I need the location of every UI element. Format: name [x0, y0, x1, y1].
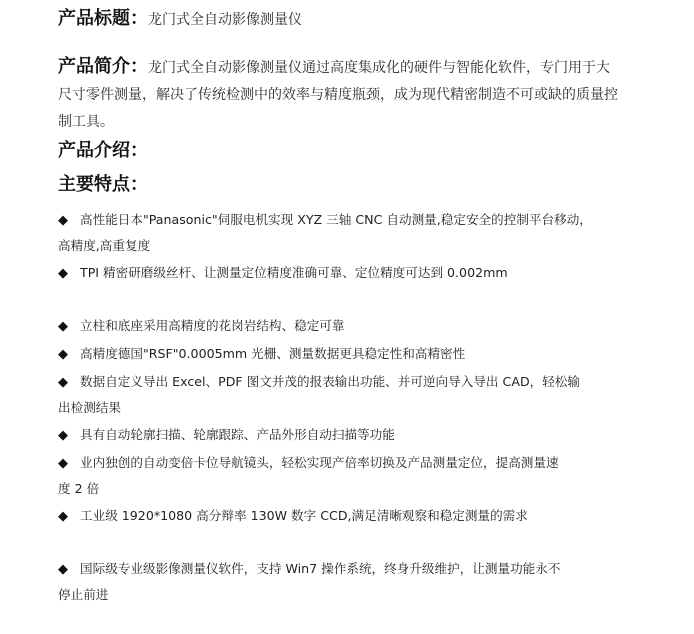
product-intro — [58, 53, 678, 136]
feature-item-3 — [58, 313, 678, 339]
product-title-line — [58, 6, 678, 33]
diamond-bullet-icon: ◆ — [58, 319, 68, 334]
feature-item-1 — [58, 207, 678, 258]
product-intro-label: 产品简介： — [58, 56, 148, 77]
diamond-bullet-icon: ◆ — [58, 375, 68, 390]
feature-text-continued: 停止前进 — [58, 587, 109, 602]
feature-text: 立柱和底座采用高精度的花岗岩结构、稳定可靠 — [80, 318, 345, 333]
product-intro-text-1: 龙门式全自动影像测量仪通过高度集成化的硬件与智能化软件，专门用于大 — [148, 60, 610, 76]
diamond-bullet-icon: ◆ — [58, 213, 68, 228]
product-intro-line-1 — [58, 53, 678, 82]
feature-text: 国际级专业级影像测量仪软件，支持 Win7 操作系统，终身升级维护，让测量功能永不 — [80, 561, 561, 576]
feature-text: 高性能日本"Panasonic"伺服电机实现 XYZ 三轴 CNC 自动测量,稳定安全的控制平台移动， — [80, 212, 592, 227]
feature-item-8 — [58, 503, 678, 529]
diamond-bullet-icon: ◆ — [58, 428, 68, 443]
product-title-label: 产品标题： — [58, 8, 148, 29]
diamond-bullet-icon: ◆ — [58, 266, 68, 281]
features-list — [58, 207, 678, 607]
feature-item-7 — [58, 450, 678, 501]
feature-item-2 — [58, 260, 678, 286]
product-intro-line-3: 制工具。 — [58, 114, 114, 130]
product-overview-heading: 产品介绍： — [58, 140, 148, 161]
feature-text: 工业级 1920*1080 高分辩率 130W 数字 CCD,满足清晰观察和稳定测量的需求 — [80, 508, 528, 523]
feature-text-continued: 度 2 倍 — [58, 481, 100, 496]
feature-item-4 — [58, 341, 678, 367]
diamond-bullet-icon: ◆ — [58, 347, 68, 362]
product-document — [58, 0, 678, 607]
feature-text-continued: 出检测结果 — [58, 400, 121, 415]
feature-text: 具有自动轮廓扫描、轮廓跟踪、产品外形自动扫描等功能 — [80, 427, 395, 442]
feature-item-6 — [58, 422, 678, 448]
spacer — [58, 286, 678, 311]
diamond-bullet-icon: ◆ — [58, 456, 68, 471]
diamond-bullet-icon: ◆ — [58, 509, 68, 524]
feature-item-5 — [58, 369, 678, 420]
feature-text: 业内独创的自动变倍卡位导航镜头，轻松实现产倍率切换及产品测量定位，提高测量速 — [80, 455, 559, 470]
feature-text: 数据自定义导出 Excel、PDF 图文并茂的报表输出功能、并可逆向导入导出 CAD，轻松输 — [80, 374, 581, 389]
diamond-bullet-icon: ◆ — [58, 562, 68, 577]
feature-item-9 — [58, 556, 678, 607]
feature-text: 高精度德国"RSF"0.0005mm 光栅、测量数据更具稳定性和高精密性 — [80, 346, 466, 361]
feature-text-continued: 高精度,高重复度 — [58, 238, 151, 253]
product-intro-line-2: 尺寸零件测量，解决了传统检测中的效率与精度瓶颈，成为现代精密制造不可或缺的质量控 — [58, 87, 618, 103]
feature-text: TPI 精密研磨级丝杆、让测量定位精度准确可靠、定位精度可达到 0.002mm — [80, 265, 508, 280]
features-heading: 主要特点： — [58, 174, 148, 195]
spacer — [58, 529, 678, 554]
product-title-value: 龙门式全自动影像测量仪 — [148, 12, 302, 28]
